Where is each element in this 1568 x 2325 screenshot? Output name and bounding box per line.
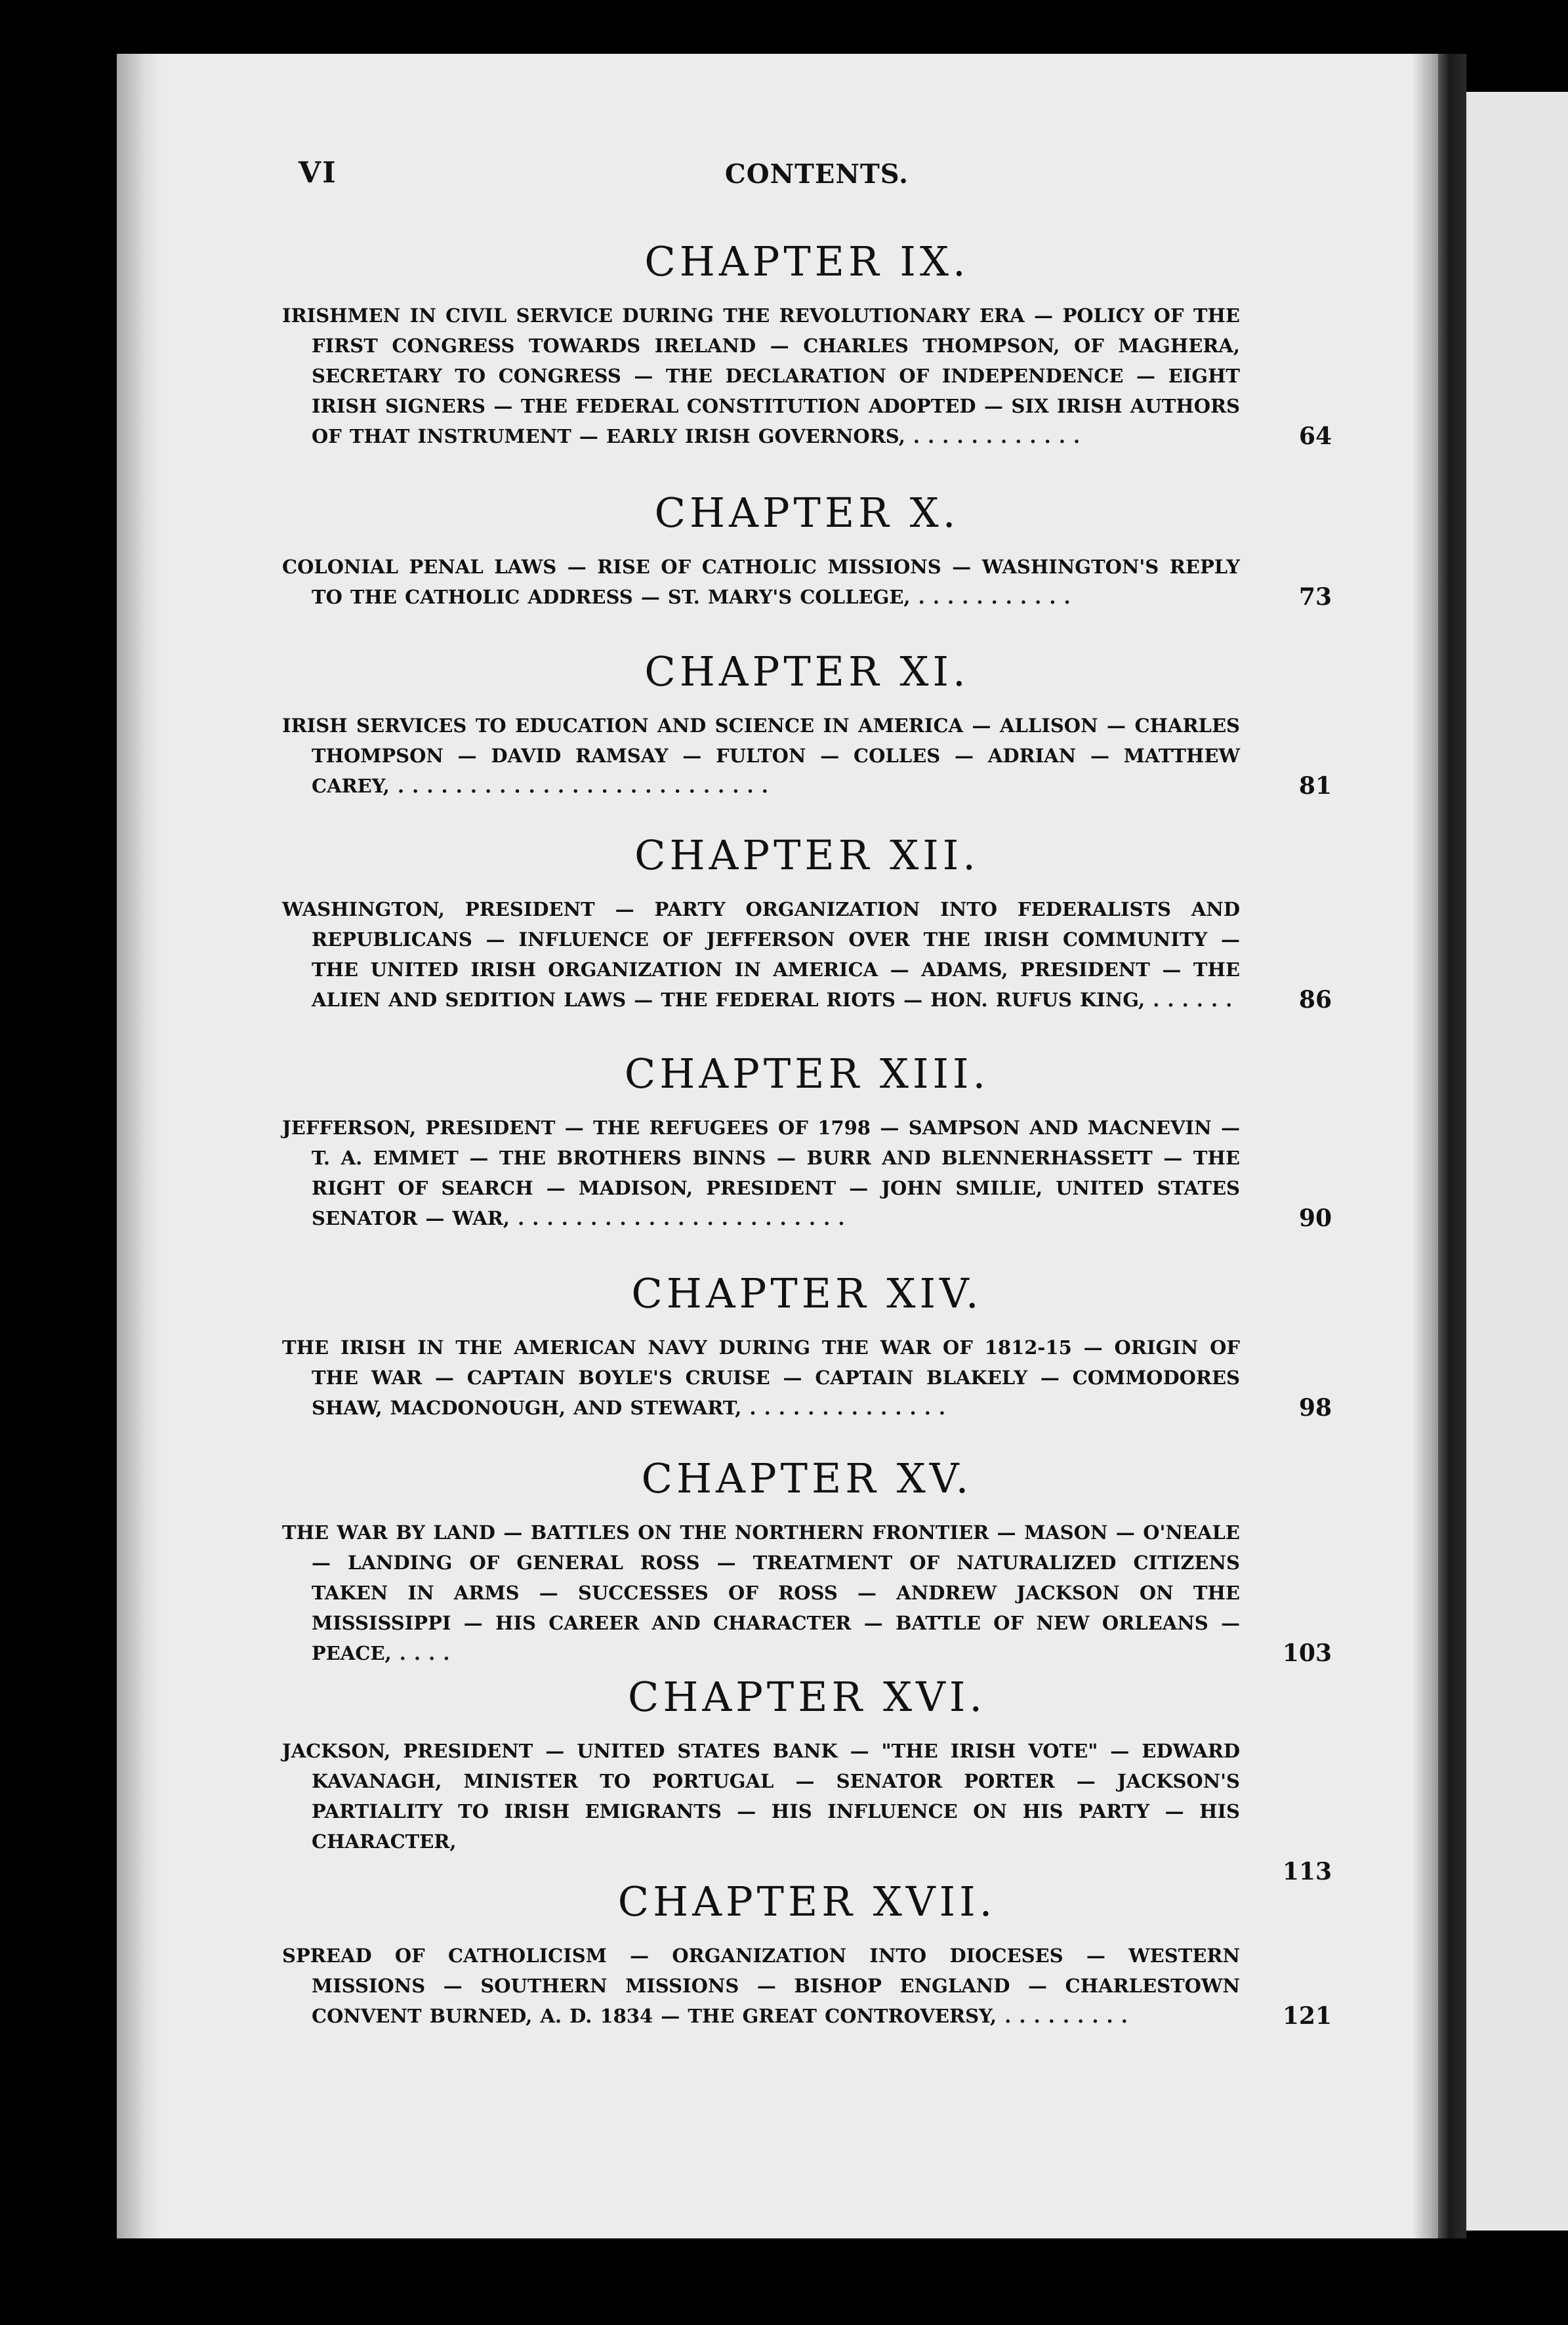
chapter-summary [282,552,1332,612]
book-spine [1438,54,1466,2238]
facing-page-edge [1466,92,1568,2231]
chapter-title: CHAPTER XII. [634,831,980,879]
page-number: 98 [1298,1394,1332,1422]
chapter-xiii [282,1048,1332,1233]
page-number: 64 [1298,422,1332,450]
page-numeral: VI [299,156,337,190]
chapter-xvii [282,1876,1332,2031]
chapter-summary [282,1332,1332,1423]
chapter-summary [282,710,1332,801]
page-number: 73 [1298,583,1332,611]
chapter-summary [282,1517,1332,1668]
summary-text: JACKSON, PRESIDENT — UNITED STATES BANK — "THE IRISH VOTE" — EDWARD KAVANAGH, MINISTER TO PORTUGAL — SENATOR PORTER — JACKSON'S PARTIALITY TO IRISH EMIGRANTS — HIS INFLUENCE ON HIS PARTY — HIS CHARACTER, [282,1740,1240,1853]
summary-text: THE WAR BY LAND — BATTLES ON THE NORTHERN FRONTIER — MASON — O'NEALE — LANDING OF GENERAL ROSS — TREATMENT OF NATURALIZED CITIZENS TAKEN IN ARMS — SUCCESSES OF ROSS — ANDREW JACKSON ON THE MISSISSIPPI — HIS CAREER AND CHARACTER — BATTLE OF NEW ORLEANS — PEACE, . . . . [282,1521,1240,1664]
summary-text: JEFFERSON, PRESIDENT — THE REFUGEES OF 1798 — SAMPSON AND MACNEVIN — T. A. EMMET — THE BROTHERS BINNS — BURR AND BLENNERHASSETT — THE RIGHT OF SEARCH — MADISON, PRESIDENT — JOHN SMILIE, UNITED STATES SENATOR — WAR, . . . . . . . . . . . . . . . . . . . . . . . [282,1117,1240,1229]
chapter-summary [282,300,1332,451]
summary-text: COLONIAL PENAL LAWS — RISE OF CATHOLIC MISSIONS — WASHINGTON'S REPLY TO THE CATHOLIC ADDRESS — ST. MARY'S COLLEGE, . . . . . . . . . . . [282,556,1240,608]
running-head: CONTENTS. [724,159,909,190]
page-number: 121 [1282,2002,1332,2030]
page-number: 113 [1282,1858,1332,1885]
chapter-title: CHAPTER XVI. [627,1673,987,1721]
chapter-title: CHAPTER XV. [641,1454,973,1502]
chapter-title: CHAPTER XI. [644,648,970,695]
page-number: 90 [1298,1204,1332,1232]
chapter-title: CHAPTER IX. [644,237,970,285]
chapter-title: CHAPTER XVII. [617,1878,997,1925]
chapter-xii [282,830,1332,1015]
chapter-summary [282,894,1332,1015]
page-header [299,156,1335,202]
chapter-title: CHAPTER XIII. [624,1050,990,1098]
chapter-xvi [282,1672,1332,1887]
chapter-title: CHAPTER XIV. [631,1269,983,1317]
page-number: 86 [1298,986,1332,1014]
chapter-ix [282,236,1332,451]
summary-text: THE IRISH IN THE AMERICAN NAVY DURING THE WAR OF 1812-15 — ORIGIN OF THE WAR — CAPTAIN BOYLE'S CRUISE — CAPTAIN BLAKELY — COMMODORES SHAW, MACDONOUGH, AND STEWART, . . . . . . . . . . . . . . [282,1336,1240,1419]
chapter-summary [282,1736,1332,1887]
chapter-xi [282,646,1332,801]
chapter-x [282,487,1332,612]
page-number: 81 [1298,772,1332,800]
chapter-xv [282,1453,1332,1668]
chapter-summary [282,1113,1332,1233]
summary-text: IRISH SERVICES TO EDUCATION AND SCIENCE IN AMERICA — ALLISON — CHARLES THOMPSON — DAVID RAMSAY — FULTON — COLLES — ADRIAN — MATTHEW CAREY, . . . . . . . . . . . . . . . . . . . . . . . . . . [282,714,1240,797]
chapter-summary [282,1941,1332,2031]
summary-text: SPREAD OF CATHOLICISM — ORGANIZATION INTO DIOCESES — WESTERN MISSIONS — SOUTHERN MISSIONS — BISHOP ENGLAND — CHARLESTOWN CONVENT BURNED, A. D. 1834 — THE GREAT CONTROVERSY, . . . . . . . . . [282,1944,1240,2027]
chapter-xiv [282,1268,1332,1423]
page-number: 103 [1282,1639,1332,1667]
summary-text: WASHINGTON, PRESIDENT — PARTY ORGANIZATION INTO FEDERALISTS AND REPUBLICANS — INFLUENCE OF JEFFERSON OVER THE IRISH COMMUNITY — THE UNITED IRISH ORGANIZATION IN AMERICA — ADAMS, PRESIDENT — THE ALIEN AND SEDITION LAWS — THE FEDERAL RIOTS — HON. RUFUS KING, . . . . . . [282,898,1240,1011]
chapter-title: CHAPTER X. [654,489,960,537]
summary-text: IRISHMEN IN CIVIL SERVICE DURING THE REVOLUTIONARY ERA — POLICY OF THE FIRST CONGRESS TOWARDS IRELAND — CHARLES THOMPSON, OF MAGHERA, SECRETARY TO CONGRESS — THE DECLARATION OF INDEPENDENCE — EIGHT IRISH SIGNERS — THE FEDERAL CONSTITUTION ADOPTED — SIX IRISH AUTHORS OF THAT INSTRUMENT — EARLY IRISH GOVERNORS, . . . . . . . . . . . . [282,304,1240,447]
